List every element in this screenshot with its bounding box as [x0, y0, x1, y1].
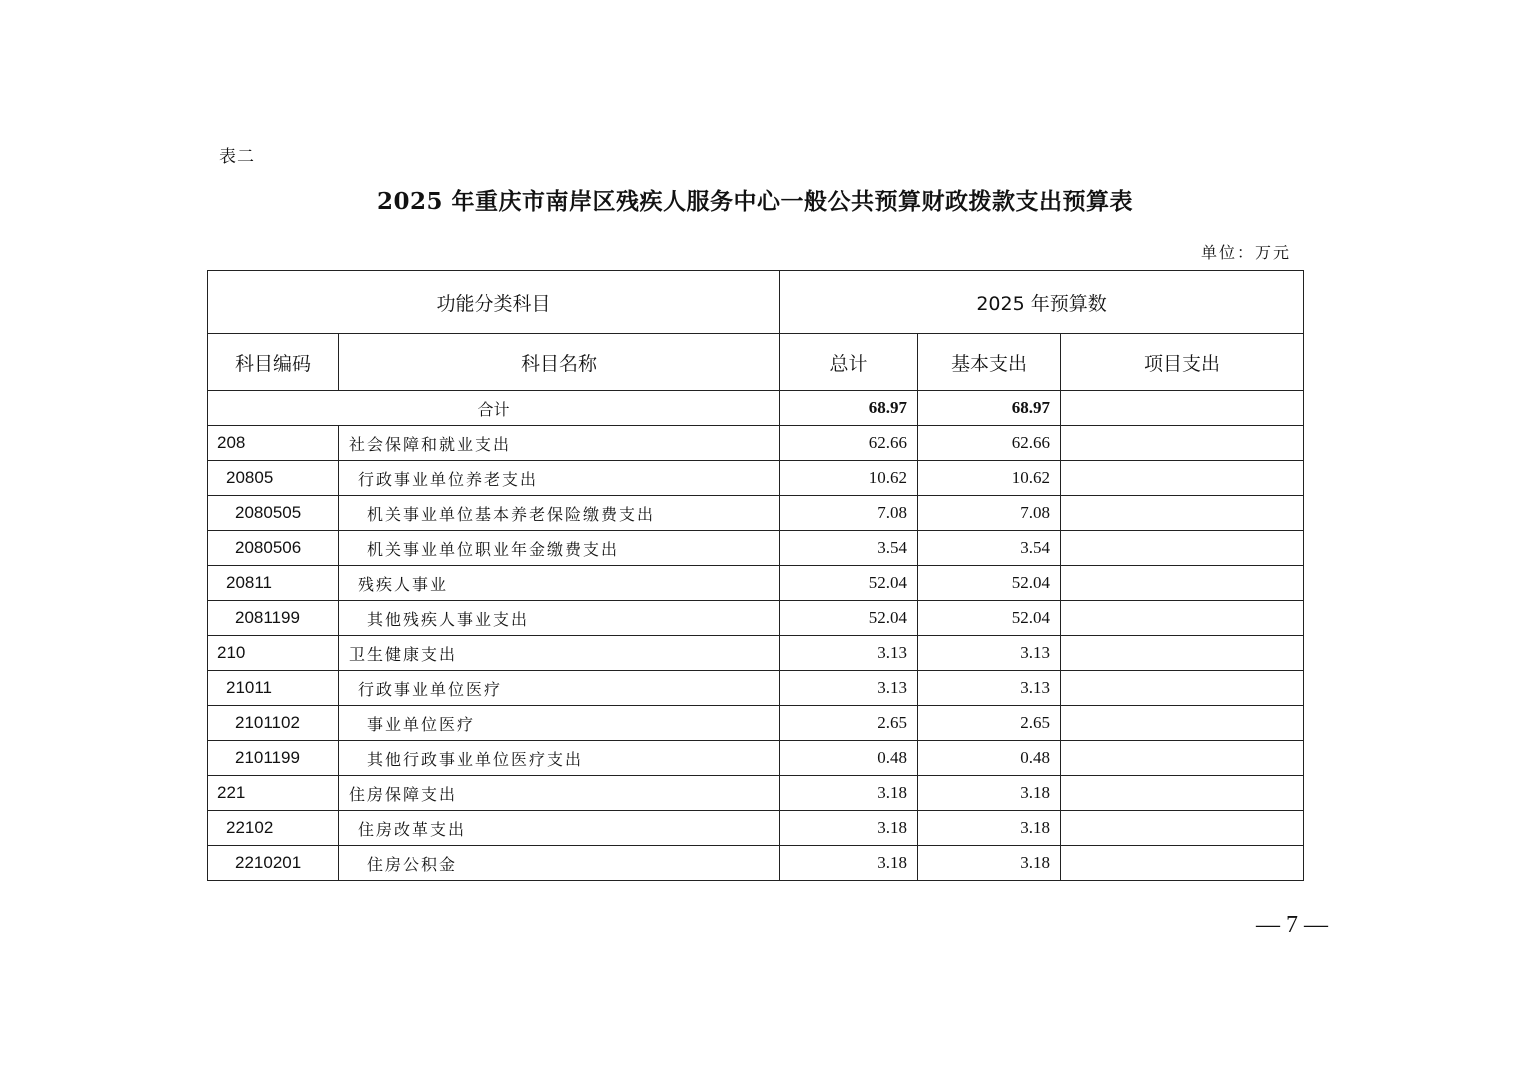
budget-table — [207, 270, 1304, 881]
row-total: 3.13 — [780, 636, 918, 671]
header-row-columns — [208, 334, 1304, 391]
table-row — [208, 846, 1304, 881]
row-name: 社会保障和就业支出 — [339, 426, 780, 461]
row-basic: 52.04 — [918, 566, 1061, 601]
unit-label: 单位：万元 — [1200, 243, 1291, 262]
table-row — [208, 566, 1304, 601]
table-row — [208, 811, 1304, 846]
row-project — [1061, 531, 1304, 566]
row-project — [1061, 811, 1304, 846]
table-row — [208, 671, 1304, 706]
table-row — [208, 636, 1304, 671]
row-total: 3.13 — [780, 671, 918, 706]
header-functional-category: 功能分类科目 — [208, 271, 780, 334]
table-row — [208, 531, 1304, 566]
row-project — [1061, 741, 1304, 776]
row-name: 行政事业单位养老支出 — [339, 461, 780, 496]
row-project — [1061, 426, 1304, 461]
row-code: 210 — [208, 636, 339, 671]
row-project — [1061, 566, 1304, 601]
table-label: 表二 — [219, 147, 255, 167]
header-code: 科目编码 — [208, 334, 339, 391]
row-name: 住房保障支出 — [339, 776, 780, 811]
header-budget-year: 2025 年预算数 — [780, 271, 1304, 334]
row-total: 3.18 — [780, 846, 918, 881]
row-basic: 62.66 — [918, 426, 1061, 461]
row-total: 52.04 — [780, 601, 918, 636]
row-total: 3.18 — [780, 776, 918, 811]
row-name: 其他残疾人事业支出 — [339, 601, 780, 636]
header-row-top — [208, 271, 1304, 334]
row-basic: 10.62 — [918, 461, 1061, 496]
table-row — [208, 426, 1304, 461]
total-row — [208, 391, 1304, 426]
table-row — [208, 461, 1304, 496]
row-basic: 2.65 — [918, 706, 1061, 741]
row-project — [1061, 636, 1304, 671]
row-project — [1061, 671, 1304, 706]
row-total: 0.48 — [780, 741, 918, 776]
row-name: 住房改革支出 — [339, 811, 780, 846]
row-code: 22102 — [208, 811, 339, 846]
total-label: 合计 — [208, 391, 780, 426]
row-code: 2101102 — [208, 706, 339, 741]
row-basic: 7.08 — [918, 496, 1061, 531]
document-title: 2025 年重庆市南岸区残疾人服务中心一般公共预算财政拨款支出预算表 — [376, 188, 1134, 215]
total-total: 68.97 — [780, 391, 918, 426]
row-code: 2080505 — [208, 496, 339, 531]
row-project — [1061, 776, 1304, 811]
row-code: 2080506 — [208, 531, 339, 566]
row-total: 10.62 — [780, 461, 918, 496]
row-name: 住房公积金 — [339, 846, 780, 881]
row-project — [1061, 706, 1304, 741]
row-name: 机关事业单位基本养老保险缴费支出 — [339, 496, 780, 531]
row-code: 221 — [208, 776, 339, 811]
row-name: 卫生健康支出 — [339, 636, 780, 671]
row-basic: 3.54 — [918, 531, 1061, 566]
header-name: 科目名称 — [339, 334, 780, 391]
table-row — [208, 496, 1304, 531]
row-total: 3.18 — [780, 811, 918, 846]
row-name: 残疾人事业 — [339, 566, 780, 601]
row-code: 2101199 — [208, 741, 339, 776]
row-name: 事业单位医疗 — [339, 706, 780, 741]
row-basic: 3.18 — [918, 776, 1061, 811]
row-code: 2210201 — [208, 846, 339, 881]
row-basic: 52.04 — [918, 601, 1061, 636]
row-name: 行政事业单位医疗 — [339, 671, 780, 706]
row-total: 52.04 — [780, 566, 918, 601]
row-basic: 3.13 — [918, 636, 1061, 671]
row-project — [1061, 461, 1304, 496]
table-row — [208, 776, 1304, 811]
table-row — [208, 706, 1304, 741]
row-project — [1061, 601, 1304, 636]
row-total: 7.08 — [780, 496, 918, 531]
header-total: 总计 — [780, 334, 918, 391]
table-row — [208, 601, 1304, 636]
page-number: — 7 — — [1256, 912, 1328, 938]
row-name: 机关事业单位职业年金缴费支出 — [339, 531, 780, 566]
row-basic: 3.18 — [918, 846, 1061, 881]
row-code: 20805 — [208, 461, 339, 496]
row-basic: 0.48 — [918, 741, 1061, 776]
row-total: 3.54 — [780, 531, 918, 566]
row-name: 其他行政事业单位医疗支出 — [339, 741, 780, 776]
table-row — [208, 741, 1304, 776]
row-code: 21011 — [208, 671, 339, 706]
row-code: 2081199 — [208, 601, 339, 636]
header-basic: 基本支出 — [918, 334, 1061, 391]
row-code: 20811 — [208, 566, 339, 601]
row-code: 208 — [208, 426, 339, 461]
row-basic: 3.18 — [918, 811, 1061, 846]
row-total: 2.65 — [780, 706, 918, 741]
row-basic: 3.13 — [918, 671, 1061, 706]
header-project: 项目支出 — [1061, 334, 1304, 391]
total-project — [1061, 391, 1304, 426]
row-project — [1061, 846, 1304, 881]
total-basic: 68.97 — [918, 391, 1061, 426]
row-total: 62.66 — [780, 426, 918, 461]
row-project — [1061, 496, 1304, 531]
